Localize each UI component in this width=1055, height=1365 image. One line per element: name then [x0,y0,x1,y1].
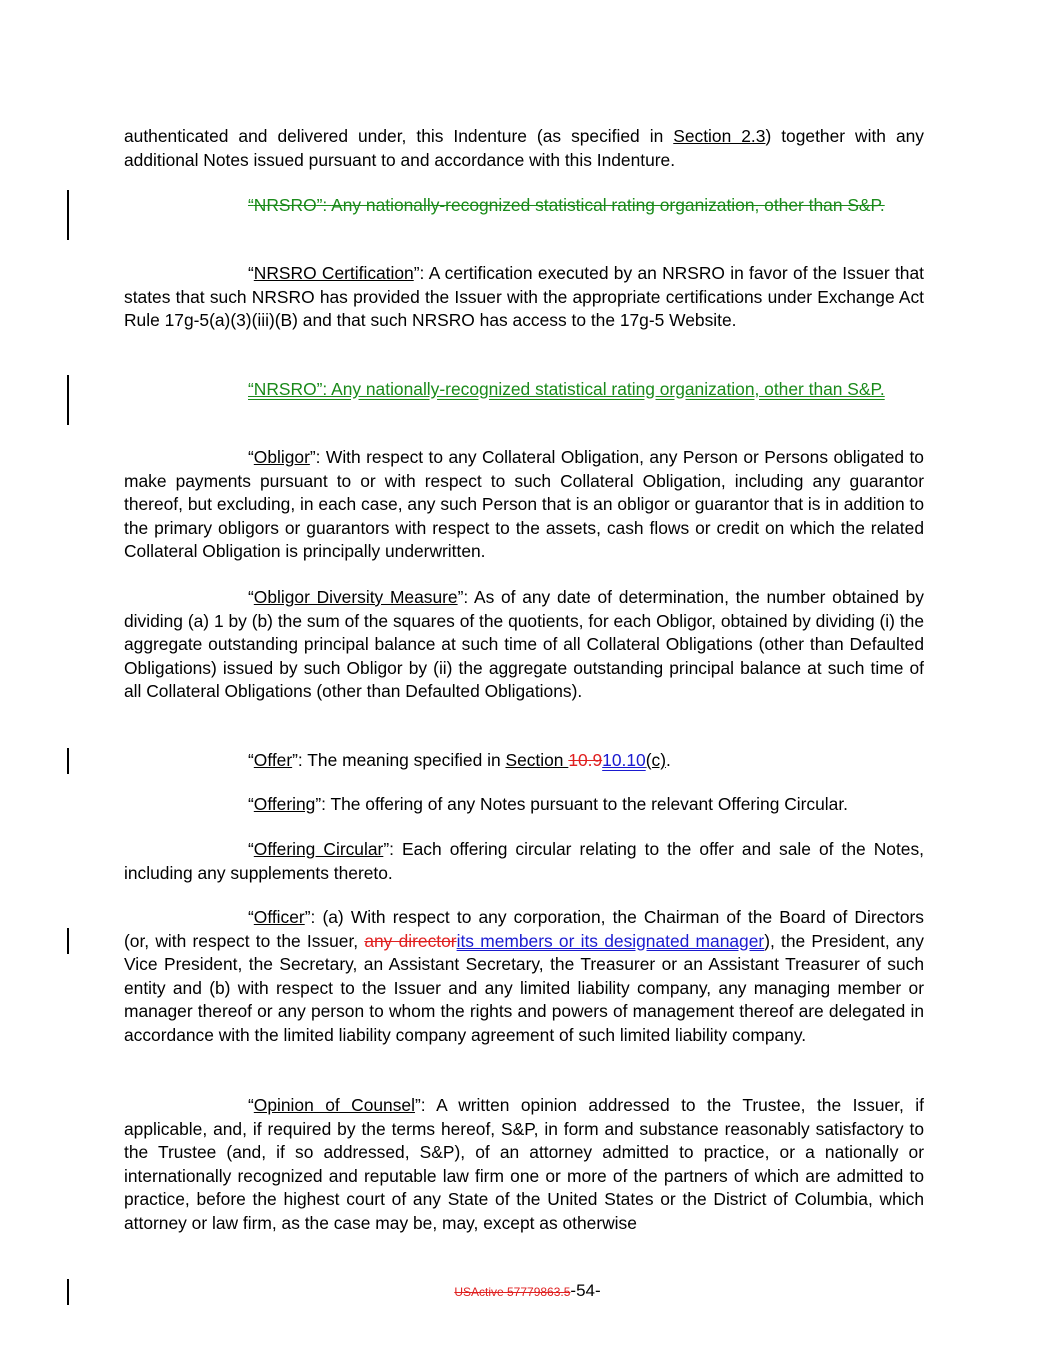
definition-text: (a) With respect to any corporation, the Chairman of the Board of Directors (or, with respect to the Issuer, [124,907,924,951]
deleted-text: 10.9 [568,750,603,770]
definition-nrsro-certification [124,262,924,333]
definition-text: ), the President, any Vice President, the Secretary, an Assistant Secretary, the Treasurer or an Assistant Treasurer of such entity and (b) with respect to the Issuer and any limited liability company, any managing member or manager thereof or any person to whom the rights and powers of management thereof are delegated in accordance with the limited liability company agreement of such limited liability company. [124,930,925,1045]
defined-term: Obligor Diversity Measure [253,587,458,607]
definition-obligor [124,446,924,564]
quote: ”: [457,587,474,607]
quote: “ [248,263,254,283]
definition-offer [124,749,924,773]
quote: “ [248,839,254,859]
quote: ”: [304,907,323,927]
defined-term: NRSRO Certification [253,263,414,283]
definition-text: With respect to any Collateral Obligation, any Person or Persons obligated to make payments pursuant to or with respect to such Collateral Obligation, including any guarantor thereof, but excluding, in each case, any such Person that is an obligor or guarantor that is in addition to the primary obligors or guarantors with respect to the assets, cash flows or credit on which the related Collateral Obligation is principally underwritten. [124,447,924,562]
defined-term: Opinion of Counsel [253,1095,415,1115]
quote: “ [248,447,254,467]
definition-offering [124,793,924,817]
definition-text: The meaning specified in [307,750,506,770]
page-number: -54- [570,1281,601,1300]
definition-text: . [665,750,671,770]
quote: “ [248,907,254,927]
definition-text: A certification executed by an NRSRO in favor of the Issuer that states that such NRSRO has provided the Issuer with the appropriate certifications under Exchange Act Rule 17g-5(a)(3)(iii)(B) and that such NRSRO has access to the 17g-5 Website. [124,263,924,331]
page-footer [0,1281,1055,1301]
quote: “ [248,587,254,607]
defined-term: Offering [253,794,316,814]
defined-term: Obligor [253,447,310,467]
defined-term: NRSRO [253,195,317,215]
definition-text: “NRSRO”: Any nationally-recognized statistical rating organization, other than S&P. [248,379,885,399]
deleted-text: any director [364,930,457,951]
quote: “ [248,794,254,814]
section-reference: (c) [645,750,666,770]
inserted-text: 10.10 [602,750,646,770]
defined-term: Offering Circular [253,839,384,859]
change-bar [67,748,69,774]
defined-term: Officer [253,907,305,927]
quote: ”: [292,750,308,770]
inserted-text: its members or its designated manager [456,930,765,951]
definition-text: The offering of any Notes pursuant to the relevant Offering Circular. [330,794,848,814]
quote: “ [248,750,254,770]
quote: ”: [383,839,402,859]
definition-nrsro-inserted [124,378,924,402]
paragraph-text: authenticated and delivered under, this Indenture (as specified in [124,126,674,146]
section-reference: Section [505,750,569,770]
definition-text: Each offering circular relating to the offer and sale of the Notes, including any supplements thereto. [124,839,924,883]
paragraph-text: ) together with any additional Notes issued pursuant to and accordance with this Indenture. [124,126,925,170]
definition-obligor-diversity-measure [124,586,924,704]
change-bar [67,190,69,240]
definition-nrsro-deleted [124,194,924,218]
definition-text: A written opinion addressed to the Trustee, the Issuer, if applicable, and, if required by the terms hereof, S&P, in form and substance reasonably satisfactory to the Trustee (and, if so addressed, S&P), of an attorney admitted to practice, or a nationally or internationally recognized and reputable law firm one or more of the partners of which are admitted to practice, before the highest court of any State of the United States or the District of Columbia, which attorney or law firm, as the case may be, may, except as otherwise [124,1095,924,1233]
quote: “ [248,195,254,215]
definition-text: Any nationally-recognized statistical rating organization, other than S&P. [331,195,885,215]
quote: ”: [315,794,331,814]
definition-officer [124,906,924,1048]
quote: ”: [316,195,332,215]
definition-text: As of any date of determination, the number obtained by dividing (a) 1 by (b) the sum of the squares of the quotients, for each Obligor, obtained by dividing (i) the aggregate outstanding principal balance at such time of all Collateral Obligations (other than Defaulted Obligations) issued by such Obligor by (ii) the aggregate outstanding principal balance at such time of all Collateral Obligations (other than Defaulted Obligations). [124,587,924,702]
quote: ”: [309,447,326,467]
paragraph-authenticated [124,125,924,172]
quote: ”: [413,263,429,283]
defined-term: Offer [253,750,293,770]
definition-offering-circular [124,838,924,885]
section-reference: Section 2.3 [673,126,766,146]
quote: ”: [414,1095,437,1115]
document-id: USActive 57779863.5 [454,1285,571,1299]
definition-opinion-of-counsel [124,1094,924,1236]
change-bar [67,928,69,954]
quote: “ [248,1095,254,1115]
change-bar [67,375,69,425]
